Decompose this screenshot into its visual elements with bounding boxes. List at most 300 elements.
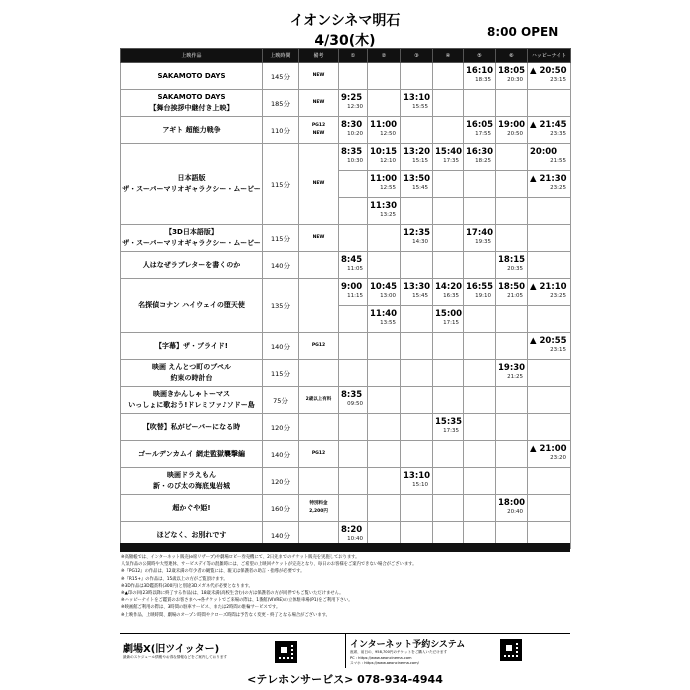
showtime-end: 16:35 <box>443 293 459 299</box>
film-note <box>299 387 339 414</box>
reservation-line: PC : https://www.aeoncinema.com <box>350 655 412 660</box>
showtime-cell[interactable] <box>528 441 571 468</box>
film-note <box>299 441 339 468</box>
film-title-line: ザ・スーパーマリオギャラクシー・ムービー <box>122 185 261 193</box>
showtime-cell <box>401 198 433 225</box>
showtime-start: 13:10 <box>403 471 431 481</box>
showtime-end: 17:55 <box>475 131 491 137</box>
film-note <box>299 360 339 387</box>
showtime-cell[interactable] <box>368 144 401 171</box>
table-row <box>121 468 571 495</box>
showtime-box <box>496 144 527 170</box>
showtime-cell <box>464 441 496 468</box>
showtime-box <box>528 441 570 467</box>
showtime-end: 15:10 <box>412 482 428 488</box>
film-runtime: 140分 <box>263 252 299 279</box>
showtime-box <box>528 495 570 521</box>
showtime-start: ▲ 21:10 <box>530 282 567 292</box>
showtime-box <box>401 333 432 359</box>
showtime-cell <box>528 468 571 495</box>
showtime-box <box>339 414 367 440</box>
showtime-cell[interactable] <box>464 225 496 252</box>
showtime-cell <box>496 144 528 171</box>
showtime-box <box>496 117 527 143</box>
showtime-box <box>496 360 527 386</box>
showtime-box <box>496 414 527 440</box>
film-title-line: SAKAMOTO DAYS <box>157 93 226 101</box>
showtime-cell <box>368 495 401 522</box>
showtime-start: 11:00 <box>370 120 398 130</box>
showtime-cell[interactable] <box>401 171 433 198</box>
showtime-box <box>401 252 432 278</box>
showtime-box <box>464 387 495 413</box>
showtime-cell[interactable] <box>528 117 571 144</box>
film-title-line: 人はなぜラブレターを書くのか <box>142 260 241 269</box>
showtime-cell <box>496 441 528 468</box>
showtime-cell <box>464 171 496 198</box>
showtime-cell[interactable] <box>339 252 368 279</box>
showtime-box <box>433 306 463 332</box>
table-row <box>121 63 571 90</box>
showtime-cell <box>339 63 368 90</box>
film-title-line: 【字幕】ザ・ブライド! <box>155 341 228 350</box>
film-note-line: 特別料金 <box>309 501 328 506</box>
showtime-end: 21:25 <box>507 374 523 380</box>
film-note <box>299 468 339 495</box>
showtime-box <box>528 198 570 224</box>
film-note <box>299 90 339 117</box>
showtime-box <box>339 171 367 197</box>
film-note <box>299 225 339 252</box>
showtime-box <box>401 225 432 251</box>
showtime-cell[interactable] <box>339 279 368 306</box>
showtime-box <box>368 90 400 116</box>
showtime-box <box>368 252 400 278</box>
film-title <box>121 117 263 144</box>
showtime-cell[interactable] <box>401 144 433 171</box>
showtime-cell <box>368 90 401 117</box>
showtime-cell <box>528 414 571 441</box>
showtime-cell[interactable] <box>368 171 401 198</box>
showtime-cell <box>401 495 433 522</box>
showtime-cell[interactable] <box>368 306 401 333</box>
film-title-line: 約束の時計台 <box>170 374 213 382</box>
showtime-box <box>339 144 367 170</box>
showtime-start: 13:10 <box>403 93 431 103</box>
showtime-start: 14:20 <box>435 282 463 292</box>
showtime-cell[interactable] <box>528 279 571 306</box>
showtime-cell[interactable] <box>528 333 571 360</box>
showtime-cell <box>433 468 464 495</box>
col-header-film: 上映作品 <box>121 49 263 63</box>
showtime-cell <box>433 117 464 144</box>
showtime-box <box>433 468 463 494</box>
showtime-box <box>368 468 400 494</box>
showtime-cell <box>496 306 528 333</box>
reservation-title: インターネット予約システム <box>350 640 466 650</box>
film-title-line: 【舞台挨拶中継付き上映】 <box>149 104 234 112</box>
showtime-end: 19:35 <box>475 239 491 245</box>
showtime-box <box>339 360 367 386</box>
film-title <box>121 441 263 468</box>
showtime-start: 15:00 <box>435 309 463 319</box>
showtime-end: 10:40 <box>347 536 363 542</box>
showtime-box <box>464 252 495 278</box>
showtime-cell[interactable] <box>368 198 401 225</box>
showtime-start: 18:50 <box>498 282 526 292</box>
showtime-end: 15:55 <box>412 104 428 110</box>
notes-section <box>121 554 571 619</box>
col-header-screen-4: ④ <box>433 49 464 63</box>
showtime-cell <box>433 171 464 198</box>
film-runtime: 75分 <box>263 387 299 414</box>
showtime-cell <box>528 90 571 117</box>
film-note <box>299 279 339 333</box>
film-title <box>121 252 263 279</box>
showtime-cell <box>496 468 528 495</box>
showtime-cell[interactable] <box>433 279 464 306</box>
film-title-line: 名探偵コナン ハイウェイの堕天使 <box>138 301 245 309</box>
showtime-start: 15:35 <box>435 417 463 427</box>
film-title <box>121 360 263 387</box>
showtime-start: 12:35 <box>403 228 431 238</box>
showtime-box <box>401 117 432 143</box>
showtime-cell[interactable] <box>464 117 496 144</box>
film-title <box>121 495 263 522</box>
showtime-cell <box>339 414 368 441</box>
film-runtime: 120分 <box>263 468 299 495</box>
showtime-cell <box>496 171 528 198</box>
footer-divider <box>345 634 346 668</box>
table-row <box>121 90 571 117</box>
showtime-cell <box>368 252 401 279</box>
showtime-cell[interactable] <box>401 90 433 117</box>
film-runtime: 160分 <box>263 495 299 522</box>
showtime-box <box>339 225 367 251</box>
showtime-box <box>339 468 367 494</box>
note-line: ※▲印の回(23時以降に終了する作品)は、18歳未満(高校生含む)の方は保護者の方が同伴でもご覧いただけません。 <box>121 591 344 597</box>
showtime-box <box>339 198 367 224</box>
showtime-cell <box>464 198 496 225</box>
showtime-end: 23:35 <box>550 131 566 137</box>
showtime-cell <box>496 90 528 117</box>
note-line: ※ハッピーナイトをご鑑賞のお客さまへ→各チケットでご来場の際は、1番館(VIVRE)の立体駐車場(P1)をご利用下さい。 <box>121 598 353 604</box>
showtime-start: 9:25 <box>341 93 363 103</box>
showtime-box <box>401 414 432 440</box>
twitter-subtitle: 最新のスケジュール情報やお得な情報などをご案内しております <box>123 655 228 659</box>
showtime-end: 12:10 <box>380 158 396 164</box>
showtime-box <box>496 63 527 89</box>
showtime-cell <box>433 225 464 252</box>
showtime-start: 19:00 <box>498 120 526 130</box>
showtime-start: 18:15 <box>498 255 526 265</box>
col-header-screen-1: ① <box>339 49 368 63</box>
showtime-start: 18:00 <box>498 498 526 508</box>
film-title <box>121 63 263 90</box>
showtime-box <box>496 252 527 278</box>
showtime-cell[interactable] <box>464 279 496 306</box>
showtime-box <box>401 306 432 332</box>
showtime-cell[interactable] <box>528 144 571 171</box>
showtime-end: 21:55 <box>550 158 566 164</box>
showtime-cell <box>433 252 464 279</box>
showtime-cell[interactable] <box>368 279 401 306</box>
showtime-cell <box>368 333 401 360</box>
showtime-box <box>368 387 400 413</box>
showtime-start: 13:20 <box>403 147 431 157</box>
showtime-cell <box>496 198 528 225</box>
showtime-box <box>433 360 463 386</box>
showtime-box <box>433 144 463 170</box>
film-runtime: 140分 <box>263 333 299 360</box>
showtime-end: 17:35 <box>443 428 459 434</box>
showtime-end: 15:15 <box>412 158 428 164</box>
showtime-box <box>339 279 367 305</box>
showtime-end: 11:15 <box>347 293 363 299</box>
showtime-box <box>528 333 570 359</box>
showtime-box <box>433 225 463 251</box>
showtime-box <box>401 387 432 413</box>
showtime-start: 11:30 <box>370 201 398 211</box>
showtime-cell <box>433 360 464 387</box>
showtime-start: 15:40 <box>435 147 463 157</box>
film-note <box>299 63 339 90</box>
showtime-box <box>401 198 432 224</box>
table-row <box>121 144 571 171</box>
showtime-end: 23:15 <box>550 347 566 353</box>
showtime-box <box>464 468 495 494</box>
showtime-box <box>401 63 432 89</box>
showtime-cell[interactable] <box>496 252 528 279</box>
film-title-line: 映画ドラえもん <box>167 471 216 479</box>
showtime-end: 13:25 <box>380 212 396 218</box>
showtime-box <box>368 441 400 467</box>
showtime-box <box>401 468 432 494</box>
showtime-box <box>339 63 367 89</box>
film-note-line: PG12 <box>311 123 326 128</box>
table-row <box>121 252 571 279</box>
showtime-box <box>496 90 527 116</box>
showtime-cell <box>464 468 496 495</box>
showtime-end: 12:50 <box>380 131 396 137</box>
showtime-cell <box>339 495 368 522</box>
showtime-cell[interactable] <box>496 360 528 387</box>
showtime-box <box>368 225 400 251</box>
film-title-line: ザ・スーパーマリオギャラクシー・ムービー <box>122 239 261 247</box>
showtime-cell <box>464 495 496 522</box>
showtime-cell[interactable] <box>339 387 368 414</box>
note-line: ※映画館ご利用の際は、3時間の駐車サービス、または2時間の駐輪サービスです。 <box>121 605 281 611</box>
film-runtime: 115分 <box>263 360 299 387</box>
note-line: ※高額帳では、インターネット販売(e席リザーブ)や劇場ロビー券売機にて、2日先までのチケット販売を実施しております。 <box>121 555 360 560</box>
showtime-start: ▲ 20:50 <box>530 66 567 76</box>
showtime-cell <box>433 495 464 522</box>
showtime-box <box>339 252 367 278</box>
showtime-box <box>496 333 527 359</box>
film-note-line: NEW <box>312 100 325 105</box>
showtime-start: 9:00 <box>341 282 363 292</box>
showtime-cell[interactable] <box>496 495 528 522</box>
showtime-box <box>496 468 527 494</box>
showtime-cell <box>401 414 433 441</box>
showtime-cell <box>368 414 401 441</box>
showtime-cell <box>464 252 496 279</box>
showtime-box <box>433 495 463 521</box>
showtime-box <box>528 117 570 143</box>
showtime-cell <box>401 387 433 414</box>
showtime-box <box>496 279 527 305</box>
showtime-box <box>368 144 400 170</box>
showtime-box <box>496 306 527 332</box>
film-note <box>299 117 339 144</box>
showtime-box <box>464 333 495 359</box>
film-title <box>121 333 263 360</box>
showtime-box <box>464 306 495 332</box>
showtime-box <box>339 333 367 359</box>
showtime-cell[interactable] <box>433 414 464 441</box>
showtime-box <box>433 117 463 143</box>
showtime-cell[interactable] <box>433 306 464 333</box>
showtime-cell[interactable] <box>433 144 464 171</box>
showtime-cell[interactable] <box>496 117 528 144</box>
showtime-box <box>368 306 400 332</box>
film-runtime: 110分 <box>263 117 299 144</box>
showtime-cell[interactable] <box>528 63 571 90</box>
showtime-cell[interactable] <box>401 279 433 306</box>
showtime-box <box>528 387 570 413</box>
film-title <box>121 225 263 252</box>
film-title <box>121 144 263 225</box>
showtime-cell[interactable] <box>401 225 433 252</box>
film-runtime: 115分 <box>263 225 299 252</box>
showtime-box <box>368 279 400 305</box>
showtime-cell[interactable] <box>339 90 368 117</box>
showtime-box <box>433 171 463 197</box>
film-title-line: いっしょに歌おう!ドレミファ♪ソドー島 <box>128 401 255 409</box>
showtime-cell[interactable] <box>368 117 401 144</box>
showtime-cell[interactable] <box>401 468 433 495</box>
showtime-cell <box>401 441 433 468</box>
showtime-start: 8:35 <box>341 390 363 400</box>
showtime-cell <box>528 225 571 252</box>
col-header-screen-6: ⑥ <box>496 49 528 63</box>
film-note-line: NEW <box>312 181 325 186</box>
table-row <box>121 441 571 468</box>
showtime-cell <box>528 198 571 225</box>
showtime-cell <box>339 360 368 387</box>
film-note-line: 2,200円 <box>309 509 328 514</box>
showtime-box <box>433 414 463 440</box>
showtime-cell <box>464 414 496 441</box>
film-title <box>121 468 263 495</box>
showtime-box <box>528 90 570 116</box>
film-note-line: NEW <box>312 73 325 78</box>
showtime-cell[interactable] <box>464 63 496 90</box>
film-title-line: 【3D日本語版】 <box>165 228 218 236</box>
showtime-cell <box>401 63 433 90</box>
showtime-end: 20:40 <box>507 509 523 515</box>
film-title-line: ゴールデンカムイ 網走監獄襲撃編 <box>137 449 246 458</box>
showtime-box <box>368 333 400 359</box>
showtime-cell <box>401 333 433 360</box>
table-row <box>121 360 571 387</box>
showtime-cell[interactable] <box>496 279 528 306</box>
showtime-start: ▲ 20:55 <box>530 336 567 346</box>
showtime-cell <box>401 360 433 387</box>
showtime-box <box>433 63 463 89</box>
table-header-row <box>121 49 571 63</box>
showtime-start: ▲ 21:45 <box>530 120 567 130</box>
showtime-start: 8:45 <box>341 255 363 265</box>
table-row <box>121 225 571 252</box>
showtime-box <box>496 198 527 224</box>
film-title <box>121 387 263 414</box>
film-note <box>299 333 339 360</box>
open-time: 8:00 OPEN <box>487 25 559 39</box>
showtime-cell <box>401 252 433 279</box>
showtime-cell[interactable] <box>496 63 528 90</box>
film-runtime: 140分 <box>263 441 299 468</box>
showtime-end: 17:35 <box>443 158 459 164</box>
film-runtime: 115分 <box>263 144 299 225</box>
showtime-cell <box>368 441 401 468</box>
film-runtime: 145分 <box>263 63 299 90</box>
showtime-cell[interactable] <box>464 144 496 171</box>
showtime-cell[interactable] <box>339 144 368 171</box>
showtime-box <box>528 171 570 197</box>
film-note-line: PG12 <box>311 343 326 348</box>
showtime-box <box>464 63 495 89</box>
showtime-box <box>433 90 463 116</box>
film-note-line: PG12 <box>311 451 326 456</box>
showtime-box <box>464 144 495 170</box>
showtime-box <box>401 441 432 467</box>
reservation-qr-code-icon[interactable] <box>500 639 522 661</box>
twitter-qr-code-icon[interactable] <box>275 641 297 663</box>
twitter-title: 劇場X(旧ツイッター) <box>123 644 220 655</box>
showtime-cell <box>368 63 401 90</box>
showtime-start: 8:35 <box>341 147 363 157</box>
showtime-cell <box>528 495 571 522</box>
note-line: 人気作品の公開時や大型連休、サービスデイ等の混雑時には、ご希望の上映回チケットが完売となり、毎日のお客様をご案内できない場合がございます。 <box>121 562 417 568</box>
showtime-box <box>339 306 367 332</box>
showtime-cell <box>433 198 464 225</box>
showtime-box <box>464 198 495 224</box>
showtime-cell[interactable] <box>339 117 368 144</box>
showtime-cell <box>433 387 464 414</box>
showtime-cell[interactable] <box>528 171 571 198</box>
showtime-cell <box>339 333 368 360</box>
table-row <box>121 495 571 522</box>
showtime-end: 11:05 <box>347 266 363 272</box>
showtime-start: 8:30 <box>341 120 363 130</box>
showtime-end: 19:10 <box>475 293 491 299</box>
theater-title: イオンシネマ明石 <box>289 13 401 29</box>
showtime-cell <box>496 225 528 252</box>
showtime-cell <box>464 360 496 387</box>
showtime-start: 19:30 <box>498 363 526 373</box>
film-title-line: 日本語版 <box>177 174 206 182</box>
showtime-box <box>528 360 570 386</box>
showtime-box <box>464 495 495 521</box>
showtime-box <box>401 144 432 170</box>
showtime-cell <box>433 441 464 468</box>
showtime-box <box>339 117 367 143</box>
showtime-box <box>464 441 495 467</box>
showtime-cell <box>401 306 433 333</box>
showtime-cell <box>368 360 401 387</box>
showtime-start: 16:55 <box>466 282 494 292</box>
